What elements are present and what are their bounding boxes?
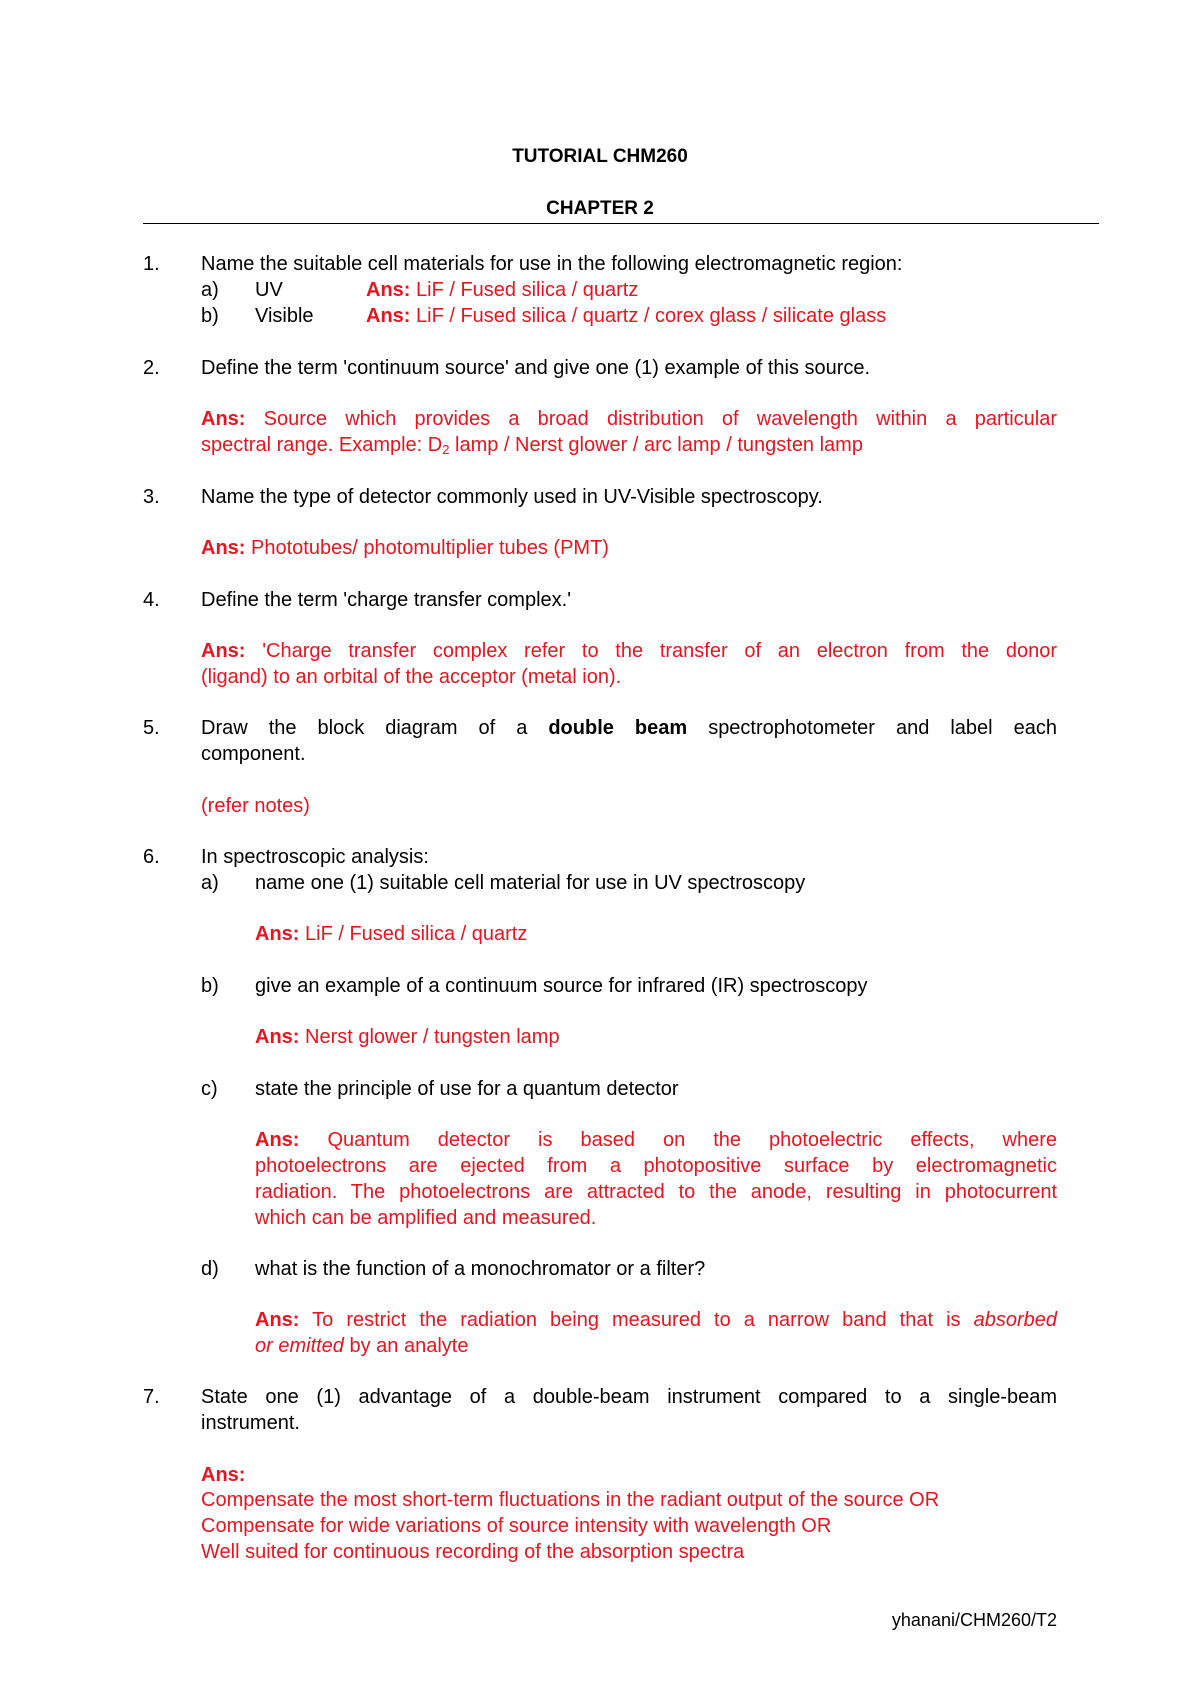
q6-d-answer-italic: absorbed (973, 1309, 1057, 1331)
ans-label: Ans: (366, 279, 411, 301)
q5-text-post: spectrophotometer and label each (708, 717, 1057, 739)
q6-text: In spectroscopic analysis: (201, 846, 429, 868)
q6-b-text: give an example of a continuum source for infrared (IR) spectroscopy (255, 975, 868, 997)
q6-a-answer-text: LiF / Fused silica / quartz (305, 923, 528, 945)
q5-text-line2: component. (201, 743, 306, 765)
q7-answer-line2: Compensate for wide variations of source intensity with wavelength OR (201, 1515, 832, 1537)
q1-a-answer (366, 278, 638, 302)
ans-label: Ans: (255, 1309, 300, 1331)
page-footer: yhanani/CHM260/T2 (891, 1610, 1057, 1630)
q2-answer-line2 (201, 433, 863, 457)
document-title: TUTORIAL CHM260 (512, 146, 688, 167)
q6-d-answer-line1 (255, 1308, 1057, 1332)
q5-note: (refer notes) (201, 795, 310, 817)
q3-answer (201, 536, 609, 560)
q5-text-bold: double beam (548, 717, 688, 739)
q1-a-label: UV (255, 279, 283, 301)
q1-b-label: Visible (255, 305, 314, 327)
q7-answer-line1: Compensate the most short-term fluctuations in the radiant output of the source OR (201, 1489, 940, 1511)
q6-c-text: state the principle of use for a quantum detector (255, 1078, 679, 1100)
ans-label: Ans: (201, 537, 246, 559)
q6-c-answer-line2: photoelectrons are ejected from a photopositive surface by electromagnetic (255, 1155, 1057, 1177)
q6-b-answer-text: Nerst glower / tungsten lamp (305, 1026, 560, 1048)
q5-text-line1 (201, 716, 1057, 740)
q7-number: 7. (143, 1386, 160, 1408)
q3-number: 3. (143, 486, 160, 508)
q2-answer-text: Source which provides a broad distribution of wavelength within a particular (263, 408, 1058, 430)
ans-label: Ans: (201, 640, 246, 662)
q2-answer-line2-text: spectral range. Example: D (201, 434, 443, 456)
q6-c-letter: c) (201, 1078, 218, 1100)
q6-d-letter: d) (201, 1258, 219, 1280)
q7-answer-line3: Well suited for continuous recording of the absorption spectra (201, 1541, 745, 1563)
q6-d-answer-text: To restrict the radiation being measured to a narrow band that is (312, 1309, 961, 1331)
q6-d-answer-line2 (255, 1334, 468, 1358)
q5-number: 5. (143, 717, 160, 739)
q1-a-letter: a) (201, 279, 219, 301)
q4-answer-line1 (201, 639, 1057, 663)
q6-number: 6. (143, 846, 160, 868)
q6-b-answer (255, 1025, 560, 1049)
q6-c-answer-line3: radiation. The photoelectrons are attracted to the anode, resulting in photocurrent (255, 1181, 1057, 1203)
q1-b-letter: b) (201, 305, 219, 327)
q1-b-answer (366, 304, 886, 328)
heading-divider (143, 223, 1099, 224)
q7-text-line1: State one (1) advantage of a double-beam instrument compared to a single-beam (201, 1386, 1057, 1408)
q2-number: 2. (143, 357, 160, 379)
q2-answer-subscript: 2 (442, 442, 450, 457)
q1-text: Name the suitable cell materials for use in the following electromagnetic region: (201, 253, 903, 275)
q7-ans-label: Ans: (201, 1464, 246, 1486)
q6-b-letter: b) (201, 975, 219, 997)
q4-text: Define the term 'charge transfer complex.' (201, 589, 572, 611)
q3-text: Name the type of detector commonly used in UV-Visible spectroscopy. (201, 486, 823, 508)
q2-text: Define the term 'continuum source' and give one (1) example of this source. (201, 357, 871, 379)
ans-label: Ans: (255, 1026, 300, 1048)
ans-label: Ans: (255, 923, 300, 945)
q6-a-answer (255, 922, 527, 946)
ans-label: Ans: (366, 305, 411, 327)
q2-answer-line1 (201, 407, 1057, 431)
q3-answer-text: Phototubes/ photomultiplier tubes (PMT) (251, 537, 609, 559)
q6-d-answer-rest: by an analyte (349, 1335, 469, 1357)
q1-a-answer-text: LiF / Fused silica / quartz (416, 279, 639, 301)
q6-c-answer-line1 (255, 1128, 1057, 1152)
q6-d-text: what is the function of a monochromator or a filter? (255, 1258, 706, 1280)
chapter-heading: CHAPTER 2 (546, 198, 654, 219)
q6-c-answer-line4: which can be amplified and measured. (255, 1207, 597, 1229)
ans-label: Ans: (255, 1129, 300, 1151)
q6-d-answer-italic-2: or emitted (255, 1335, 344, 1357)
q6-a-letter: a) (201, 872, 219, 894)
ans-label: Ans: (201, 408, 246, 430)
q4-answer-text: 'Charge transfer complex refer to the transfer of an electron from the donor (262, 640, 1058, 662)
q4-answer-line2: (ligand) to an orbital of the acceptor (metal ion). (201, 666, 622, 688)
q7-text-line2: instrument. (201, 1412, 300, 1434)
q5-text-pre: Draw the block diagram of a (201, 717, 528, 739)
q6-c-answer-text: Quantum detector is based on the photoelectric effects, where (327, 1129, 1058, 1151)
q4-number: 4. (143, 589, 160, 611)
q6-a-text: name one (1) suitable cell material for use in UV spectroscopy (255, 872, 806, 894)
q1-b-answer-text: LiF / Fused silica / quartz / corex glass / silicate glass (416, 305, 887, 327)
q2-answer-line2-rest: lamp / Nerst glower / arc lamp / tungsten lamp (449, 434, 863, 456)
q1-number: 1. (143, 253, 160, 275)
